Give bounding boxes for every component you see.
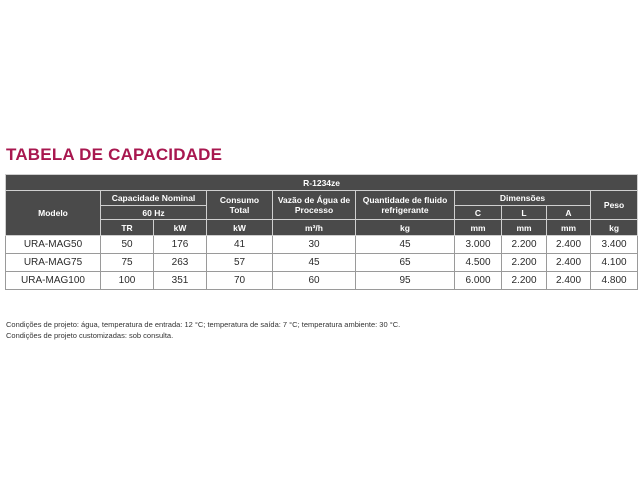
cell-a: 2.400 [547, 236, 591, 254]
cell-peso: 4.100 [591, 254, 638, 272]
cell-consumo: 70 [207, 272, 273, 290]
header-c: C [455, 206, 502, 220]
unit-peso: kg [591, 220, 638, 236]
header-capacidade: Capacidade Nominal [101, 191, 207, 206]
unit-tr: TR [101, 220, 154, 236]
header-dimensoes: Dimensões [455, 191, 591, 206]
cell-l: 2.200 [502, 254, 547, 272]
unit-a: mm [547, 220, 591, 236]
header-consumo: Consumo Total [207, 191, 273, 220]
cell-l: 2.200 [502, 272, 547, 290]
header-l: L [502, 206, 547, 220]
cell-modelo: URA-MAG50 [6, 236, 101, 254]
unit-vazao: m³/h [273, 220, 356, 236]
cell-peso: 4.800 [591, 272, 638, 290]
header-quantidade: Quantidade de fluido refrigerante [356, 191, 455, 220]
footnote-custom-conditions: Condições de projeto customizadas: sob consulta. [6, 331, 174, 340]
cell-vazao: 60 [273, 272, 356, 290]
cell-kw: 351 [154, 272, 207, 290]
footnote-design-conditions: Condições de projeto: água, temperatura de entrada: 12 °C; temperatura de saída: 7 °C; temperatura ambiente: 30 °C. [6, 320, 401, 329]
header-a: A [547, 206, 591, 220]
table-row [6, 236, 638, 254]
page-title: TABELA DE CAPACIDADE [6, 145, 223, 164]
footnotes [6, 319, 400, 341]
cell-consumo: 57 [207, 254, 273, 272]
unit-quantidade: kg [356, 220, 455, 236]
cell-quantidade: 45 [356, 236, 455, 254]
cell-modelo: URA-MAG75 [6, 254, 101, 272]
unit-kw: kW [154, 220, 207, 236]
cell-tr: 50 [101, 236, 154, 254]
cell-c: 4.500 [455, 254, 502, 272]
cell-c: 6.000 [455, 272, 502, 290]
cell-a: 2.400 [547, 272, 591, 290]
cell-c: 3.000 [455, 236, 502, 254]
cell-tr: 100 [101, 272, 154, 290]
cell-tr: 75 [101, 254, 154, 272]
cell-quantidade: 65 [356, 254, 455, 272]
cell-vazao: 30 [273, 236, 356, 254]
cell-modelo: URA-MAG100 [6, 272, 101, 290]
cell-a: 2.400 [547, 254, 591, 272]
unit-l: mm [502, 220, 547, 236]
capacity-table [5, 174, 638, 290]
header-peso: Peso [591, 191, 638, 220]
cell-peso: 3.400 [591, 236, 638, 254]
refrigerant-header: R-1234ze [6, 175, 638, 191]
cell-quantidade: 95 [356, 272, 455, 290]
table-row [6, 272, 638, 290]
cell-consumo: 41 [207, 236, 273, 254]
cell-l: 2.200 [502, 236, 547, 254]
header-modelo: Modelo [6, 191, 101, 236]
unit-c: mm [455, 220, 502, 236]
header-freq: 60 Hz [101, 206, 207, 220]
cell-kw: 263 [154, 254, 207, 272]
table-row [6, 254, 638, 272]
cell-vazao: 45 [273, 254, 356, 272]
unit-consumo: kW [207, 220, 273, 236]
header-vazao: Vazão de Água de Processo [273, 191, 356, 220]
cell-kw: 176 [154, 236, 207, 254]
